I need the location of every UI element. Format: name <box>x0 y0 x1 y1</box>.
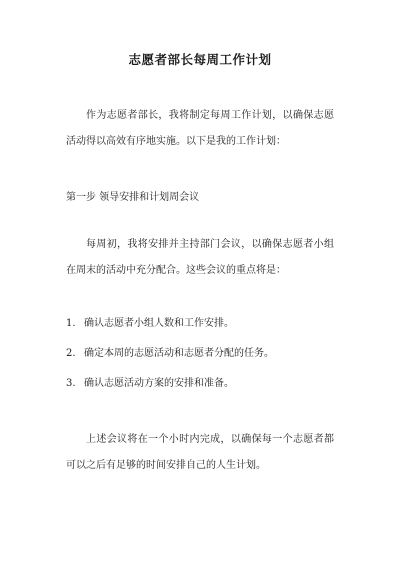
intro-paragraph: 作为志愿者部长，我将制定每周工作计划，以确保志愿活动得以高效有序地实施。以下是我的工作计划： <box>66 110 334 147</box>
list-item-number: 2. <box>66 348 76 359</box>
list-item <box>66 346 334 362</box>
list-item-text: 确认志愿活动方案的安排和准备。 <box>84 378 234 389</box>
list-item-text: 确定本周的志愿活动和志愿者分配的任务。 <box>84 348 274 359</box>
closing-paragraph: 上述会议将在一个小时内完成，以确保每一个志愿者都可以之后有足够的时间安排自己的人生计划。 <box>66 434 334 471</box>
step1-paragraph: 每周初，我将安排并主持部门会议，以确保志愿者小组在周末的活动中充分配合。这些会议的重点将是： <box>66 239 334 276</box>
list-item <box>66 376 334 392</box>
list-item-text: 确认志愿者小组人数和工作安排。 <box>84 318 234 329</box>
step1-heading: 第一步 领导安排和计划周会议 <box>66 192 200 203</box>
list-item <box>66 316 334 332</box>
list-item-number: 3. <box>66 378 76 389</box>
list-item-number: 1. <box>66 318 76 329</box>
document-title: 志愿者部长每周工作计划 <box>128 52 272 67</box>
